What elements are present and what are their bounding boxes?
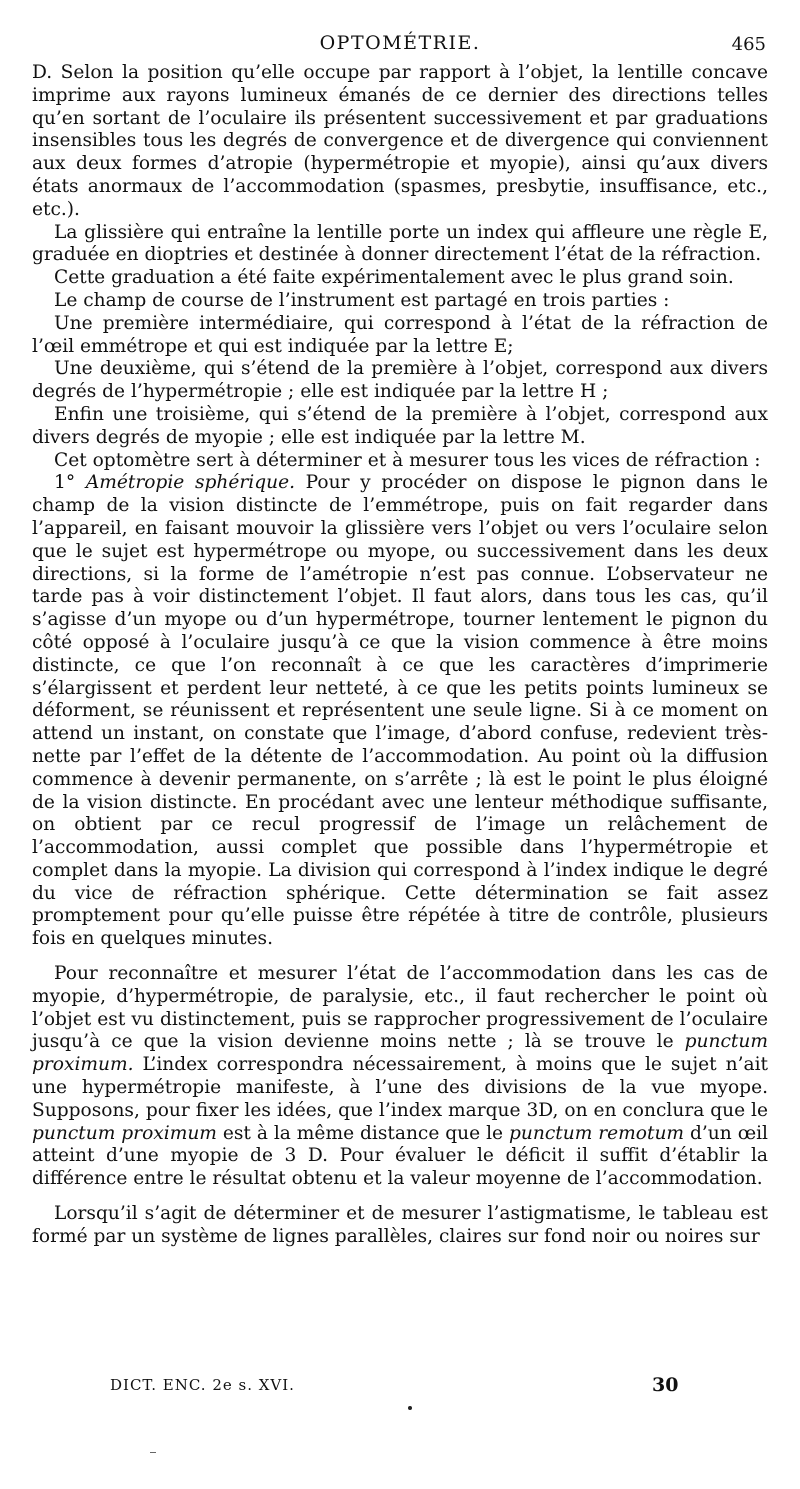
page-number: 465 [731,34,766,55]
running-head: OPTOMÉTRIE. [319,32,481,54]
page-footer [32,1374,768,1404]
signature-mark: 30 [652,1374,679,1396]
paragraph-10-part-6: punctum remotum [508,1122,685,1144]
page-header [32,32,768,60]
paragraph-2: La glissière qui entraîne la lentille porte un index qui affleure une règle E, graduée en dioptries et destinée à donner directement l’état de la réfraction. [32,221,768,266]
paragraph-10-part-2: punctum proximum. [32,1031,768,1076]
paragraph-9-numeral: 1° [54,472,76,494]
paragraph-4: Le champ de course de l’instrument est partagé en trois parties : [54,289,670,311]
paragraph-10-part-3: L’index correspondra nécessairement, à moins que le sujet n’ait une hypermétropie manifeste, à l’une des divisions de la vue myope. Supposons, pour fixer les idées, que l’index marque 3D, on en conclura que le [32,1054,768,1121]
paragraph-6: Une deuxième, qui s’étend de la première à l’objet, correspond aux divers degrés de l’hypermétropie ; elle est indiquée par la lettre H ; [32,358,768,403]
paragraph-8: Cet optomètre sert à déterminer et à mesurer tous les vices de réfraction : [54,449,761,471]
paragraph-9 [32,472,768,951]
paragraph-10-part-4: punctum proximum [32,1122,217,1144]
printer-signature: DICT. ENC. 2e s. XVI. [110,1376,295,1394]
paragraph-7: Enfin une troisième, qui s’étend de la première à l’objet, correspond aux divers degrés de myopie ; elle est indiquée par la lettre M. [32,403,768,448]
paragraph-11: Lorsqu’il s’agit de déterminer et de mesurer l’astigmatisme, le tableau est formé par un système de lignes parallèles, claires sur fond noir ou noires sur [32,1203,768,1247]
ink-mark [150,1452,156,1453]
paragraph-10-part-1: Pour reconnaître et mesurer l’état de l’accommodation dans les cas de myopie, d’hypermétropie, de paralysie, etc., il faut rechercher le point où l’objet est vu distinctement, puis se rapprocher progressivement de l’oculaire jusqu’à ce que la vision devienne moins nette ; là se trouve le [32,963,768,1053]
paragraph-3: Cette graduation a été faite expérimentalement avec le plus grand soin. [54,267,734,289]
paragraph-1: D. Selon la position qu’elle occupe par rapport à l’objet, la lentille concave imprime aux rayons lumineux émanés de ce dernier des directions telles qu’en sortant de l’oculaire ils présentent successivement et par graduations insensibles tous les degrés de convergence et de divergence qui conviennent aux deux formes d’atropie (hypermétropie et myopie), ainsi qu’aux divers états anormaux de l’accommodation (spasmes, presbytie, insuffisance, etc., etc.). [32,62,768,220]
paragraph-5: Une première intermédiaire, qui correspond à l’état de la réfraction de l’œil emmétrope et qui est indiquée par la lettre E; [32,312,768,357]
paragraph-9-text: Pour y procéder on dispose le pignon dans le champ de la vision distincte de l’emmétrope, puis on fait regarder dans l’appareil, en faisant mouvoir la glissière vers l’objet ou vers l’oculaire selon que le sujet est hypermétrope ou myope, ou successivement dans les deux directions, si la forme de l’amétropie n’est pas connue. L’observateur ne tarde pas à voir distinctement l’objet. Il faut alors, dans tous les cas, qu’il s’agisse d’un myope ou d’un hypermétrope, tourner lentement le pignon du côté opposé à l’oculaire jusqu’à ce que la vision commence à être moins distincte, ce que l’on reconnaît à ce que les caractères d’imprimerie s’élargissent et perdent leur netteté, à ce que les petits points lumineux se déforment, se réunissent et représentent une seule ligne. Si à ce moment on attend un instant, on constate que l’image, d’abord confuse, redevient très-nette par l’effet de la détente de l’accommodation. Au point où la diffusion commence à devenir permanente, on s’arrête ; là est le point le plus éloigné de la vision distincte. En procédant avec une lenteur méthodique suffisante, on obtient par ce recul progressif de l’image un relâchement de l’accommodation, aussi complet que possible dans l’hypermétropie et complet dans la myopie. La division qui correspond à l’index indique le degré du vice de réfraction sphérique. Cette détermination se fait assez promptement pour qu’elle puisse être répétée à titre de contrôle, plusieurs fois en quelques minutes. [32,472,768,950]
body-text [32,62,768,1249]
paragraph-9-heading: Amétropie sphérique. [85,472,295,494]
paragraph-10 [32,963,768,1191]
ink-dot [408,1406,412,1410]
paragraph-10-part-7: d’un œil atteint d’une myopie de 3 D. Pour évaluer le déficit il suffit d’établir la différence entre le résultat obtenu et la valeur moyenne de l’accommodation. [32,1122,768,1190]
paragraph-10-part-5: est à la même distance que le [216,1122,509,1144]
